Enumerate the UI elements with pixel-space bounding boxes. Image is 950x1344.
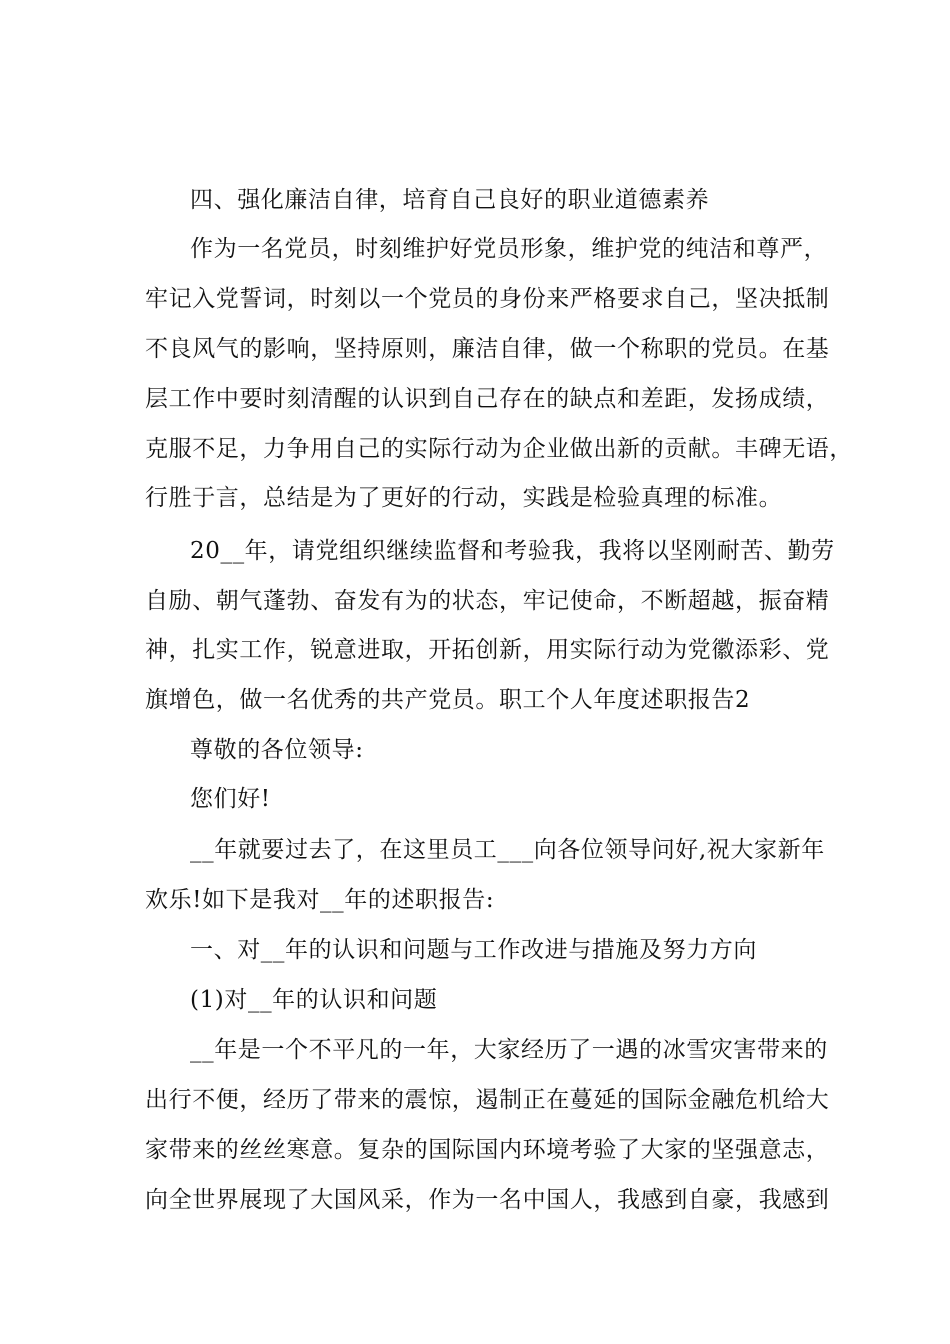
paragraph-line: 旗增色，做一名优秀的共产党员。职工个人年度述职报告2	[145, 687, 751, 713]
paragraph-line: 不良风气的影响，坚持原则，廉洁自律，做一个称职的党员。在基	[145, 336, 830, 362]
paragraph-line: __年是一个不平凡的一年，大家经历了一遇的冰雪灾害带来的	[190, 1037, 828, 1063]
subsection-heading: (1)对__年的认识和问题	[190, 987, 438, 1013]
paragraph-line: 自励、朝气蓬勃、奋发有为的状态，牢记使命，不断超越，振奋精	[145, 588, 830, 614]
paragraph-line: 牢记入党誓词，时刻以一个党员的身份来严格要求自己，坚决抵制	[145, 286, 830, 312]
section-heading: 四、强化廉洁自律，培育自己良好的职业道德素养	[190, 187, 710, 213]
paragraph-line: 向全世界展现了大国风采，作为一名中国人，我感到自豪，我感到	[145, 1187, 830, 1213]
paragraph-line: 克服不足，力争用自己的实际行动为企业做出新的贡献。丰碑无语，	[145, 436, 853, 462]
paragraph-line: 出行不便，经历了带来的震惊，遏制正在蔓延的国际金融危机给大	[145, 1087, 830, 1113]
salutation: 尊敬的各位领导:	[190, 737, 364, 763]
paragraph-line: 家带来的丝丝寒意。复杂的国际国内环境考验了大家的坚强意志，	[145, 1137, 830, 1163]
paragraph-line: 行胜于言，总结是为了更好的行动，实践是检验真理的标准。	[145, 485, 783, 511]
paragraph-line: 神，扎实工作，锐意进取，开拓创新，用实际行动为党徽添彩、党	[145, 637, 830, 663]
paragraph-line: 20__年，请党组织继续监督和考验我，我将以坚刚耐苦、勤劳	[190, 538, 835, 564]
section-heading: 一、对__年的认识和问题与工作改进与措施及努力方向	[190, 937, 757, 963]
paragraph-line: 欢乐!如下是我对__年的述职报告:	[145, 887, 495, 913]
greeting: 您们好!	[190, 786, 271, 812]
paragraph-line: __年就要过去了，在这里员工___向各位领导问好,祝大家新年	[190, 837, 825, 863]
paragraph-line: 层工作中要时刻清醒的认识到自己存在的缺点和差距，发扬成绩，	[145, 386, 830, 412]
paragraph-line: 作为一名党员，时刻维护好党员形象，维护党的纯洁和尊严，	[190, 236, 828, 262]
